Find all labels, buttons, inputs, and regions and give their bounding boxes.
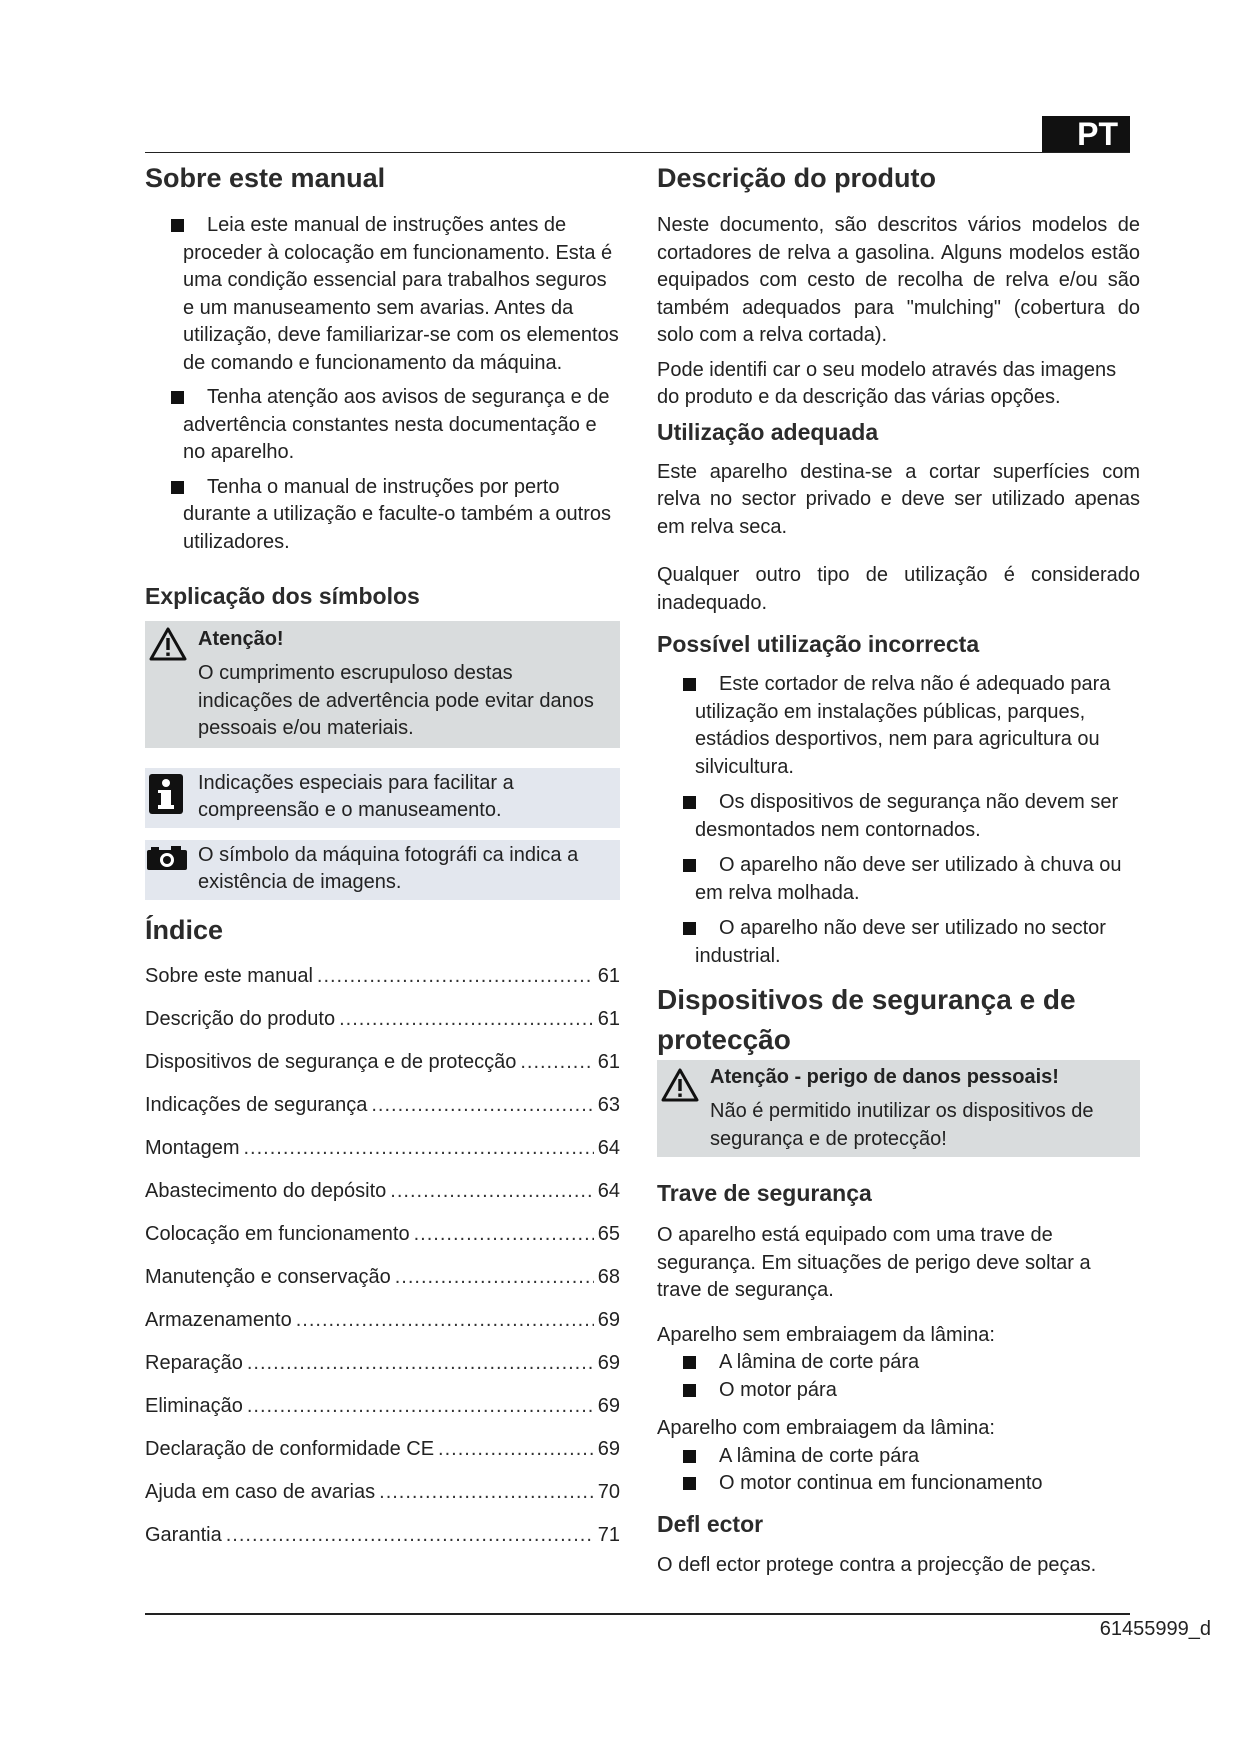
product-paragraph: Pode identifi car o seu modelo através das imagens do produto e da descrição das várias opções. (657, 358, 1117, 408)
toc-entry[interactable] (145, 963, 620, 1006)
warning-note-title: Atenção! (198, 628, 284, 650)
camera-note-text: O símbolo da máquina fotográfi ca indica a existência de imagens. (198, 843, 579, 893)
without-clutch-list (657, 1349, 1140, 1404)
product-paragraph: Neste documento, são descritos vários modelos de cortadores de relva a gasolina. Alguns modelos estão equipados com cesto de recolha de relva e/ou são também adequados para "mulching" (cobertura do solo com a relva cortada). (657, 214, 1140, 346)
toc-entry[interactable] (145, 1092, 620, 1135)
toc-leader (395, 1264, 594, 1292)
warning-triangle-icon (149, 627, 187, 670)
toc-label: Abastecimento do depósito (145, 1179, 387, 1202)
toc-entry[interactable] (145, 1135, 620, 1178)
list-item: Tenha o manual de instruções por perto durante a utilização e faculte-o também a outros utilizadores. (145, 474, 620, 557)
toc-page: 64 (597, 1136, 620, 1159)
list-item: O aparelho não deve ser utilizado no sector industrial. (657, 915, 1140, 970)
toc-entry[interactable] (145, 1221, 620, 1264)
toc-entry[interactable] (145, 1436, 620, 1479)
camera-icon (147, 846, 187, 879)
toc-leader (379, 1479, 594, 1507)
toc-page: 68 (597, 1265, 620, 1288)
table-of-contents (145, 963, 620, 1565)
toc-entry[interactable] (145, 1006, 620, 1049)
list-item: A lâmina de corte pára (657, 1443, 1140, 1471)
warning-note (145, 621, 620, 748)
deflector-paragraph: O defl ector protege contra a projecção de peças. (657, 1553, 1097, 1576)
left-column (145, 158, 620, 1565)
toc-page: 70 (597, 1480, 620, 1503)
toc-entry[interactable] (145, 1479, 620, 1522)
footer-rule (145, 1613, 1130, 1615)
camera-note (145, 840, 620, 900)
warning-triangle-icon (661, 1068, 699, 1111)
toc-entry[interactable] (145, 1307, 620, 1350)
toc-entry[interactable] (145, 1178, 620, 1221)
safety-bar-paragraph: O aparelho está equipado com uma trave de segurança. Em situações de perigo deve soltar a trave de segurança. (657, 1224, 1091, 1301)
toc-leader (247, 1393, 594, 1421)
safety-warning-text: Não é permitido inutilizar os dispositivos de segurança e de protecção! (710, 1100, 1094, 1150)
toc-label: Indicações de segurança (145, 1093, 368, 1116)
list-item: O motor pára (657, 1377, 1140, 1405)
toc-page: 64 (597, 1179, 620, 1202)
toc-leader (226, 1522, 594, 1550)
safety-devices-heading: Dispositivos de segurança e de protecção (657, 984, 1076, 1055)
deflector-heading: Defl ector (657, 1510, 764, 1537)
info-note-text: Indicações especiais para facilitar a compreensão e o manuseamento. (198, 771, 514, 821)
toc-leader (371, 1092, 593, 1120)
toc-label: Armazenamento (145, 1308, 292, 1331)
language-badge: PT (1042, 116, 1130, 153)
toc-page: 65 (597, 1222, 620, 1245)
toc-entry[interactable] (145, 1393, 620, 1436)
toc-entry[interactable] (145, 1350, 620, 1393)
toc-leader (520, 1049, 593, 1077)
index-heading: Índice (145, 914, 224, 945)
warning-note-text: O cumprimento escrupuloso destas indicações de advertência pode evitar danos pessoais e/ou materiais. (198, 662, 594, 739)
toc-entry[interactable] (145, 1264, 620, 1307)
misuse-heading: Possível utilização incorrecta (657, 631, 980, 657)
toc-page: 61 (597, 1007, 620, 1030)
toc-leader (296, 1307, 594, 1335)
without-clutch-label: Aparelho sem embraiagem da lâmina: (657, 1323, 995, 1346)
document-number: 61455999_d (1099, 1618, 1211, 1640)
toc-leader (390, 1178, 593, 1206)
misuse-list (657, 671, 1140, 970)
toc-label: Montagem (145, 1136, 240, 1159)
toc-label: Eliminação (145, 1394, 243, 1417)
toc-page: 69 (597, 1394, 620, 1417)
proper-use-paragraph: Este aparelho destina-se a cortar superfícies com relva no sector privado e deve ser utilizado apenas em relva seca. (657, 460, 1140, 538)
toc-leader (247, 1350, 594, 1378)
toc-leader (414, 1221, 594, 1249)
list-item: O aparelho não deve ser utilizado à chuva ou em relva molhada. (657, 852, 1140, 907)
info-note (145, 768, 620, 828)
toc-leader (317, 963, 594, 991)
about-manual-heading: Sobre este manual (145, 163, 386, 193)
toc-entry[interactable] (145, 1049, 620, 1092)
about-manual-list (145, 212, 620, 556)
proper-use-paragraph: Qualquer outro tipo de utilização é considerado inadequado. (657, 564, 1140, 614)
toc-page: 69 (597, 1351, 620, 1374)
list-item: Tenha atenção aos avisos de segurança e de advertência constantes nesta documentação e no aparelho. (145, 384, 620, 467)
toc-label: Descrição do produto (145, 1007, 336, 1030)
with-clutch-list (657, 1443, 1140, 1498)
toc-label: Manutenção e conservação (145, 1265, 391, 1288)
with-clutch-label: Aparelho com embraiagem da lâmina: (657, 1417, 995, 1439)
proper-use-heading: Utilização adequada (657, 418, 879, 445)
list-item: A lâmina de corte pára (657, 1349, 1140, 1377)
list-item: Este cortador de relva não é adequado para utilização em instalações públicas, parques, estádios desportivos, nem para agricultura ou silvicultura. (657, 671, 1140, 781)
list-item: Leia este manual de instruções antes de proceder à colocação em funcionamento. Esta é uma condição essencial para trabalhos seguros e um manuseamento sem avarias. Antes da utilização, deve familiarizar-se com os elementos de comando e funcionamento da máquina. (145, 212, 620, 377)
right-column (657, 158, 1140, 1579)
list-item: Os dispositivos de segurança não devem ser desmontados nem contornados. (657, 789, 1140, 844)
product-description-heading: Descrição do produto (657, 163, 937, 193)
toc-leader (244, 1135, 594, 1163)
toc-page: 71 (597, 1523, 620, 1546)
toc-label: Declaração de conformidade CE (145, 1437, 435, 1460)
toc-page: 69 (597, 1308, 620, 1331)
toc-leader (438, 1436, 594, 1464)
toc-entry[interactable] (145, 1522, 620, 1565)
symbols-heading: Explicação dos símbolos (145, 583, 420, 609)
list-item: O motor continua em funcionamento (657, 1470, 1140, 1498)
header-rule (145, 152, 1130, 153)
toc-label: Reparação (145, 1351, 243, 1374)
safety-warning-note (657, 1060, 1140, 1157)
safety-warning-title: Atenção - perigo de danos pessoais! (710, 1066, 1059, 1088)
toc-page: 61 (597, 1050, 620, 1073)
toc-label: Sobre este manual (145, 964, 313, 987)
toc-label: Garantia (145, 1523, 222, 1546)
toc-leader (339, 1006, 594, 1034)
toc-label: Dispositivos de segurança e de protecção (145, 1050, 517, 1073)
toc-label: Colocação em funcionamento (145, 1222, 410, 1245)
toc-page: 61 (597, 964, 620, 987)
toc-page: 69 (597, 1437, 620, 1460)
toc-page: 63 (597, 1093, 620, 1116)
toc-label: Ajuda em caso de avarias (145, 1480, 376, 1503)
info-icon (149, 774, 183, 823)
safety-bar-heading: Trave de segurança (657, 1180, 872, 1206)
